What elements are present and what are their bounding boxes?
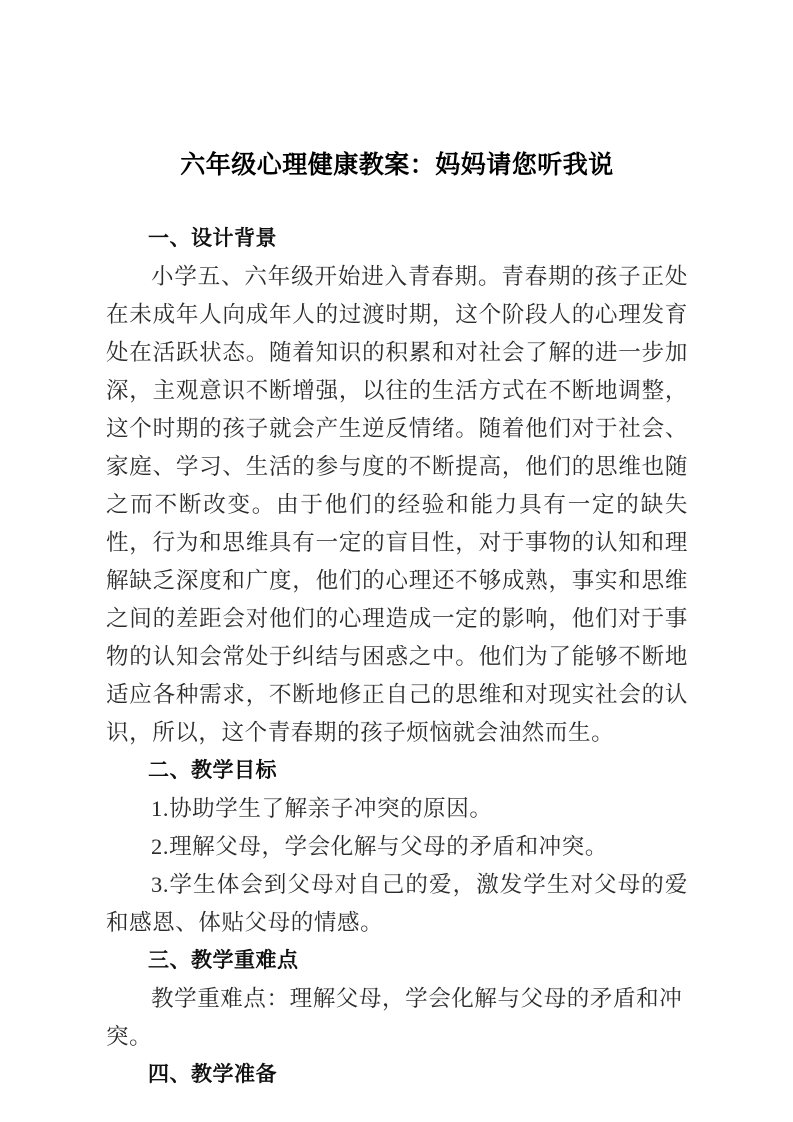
list-item: 3.学生体会到父母对自己的爱，激发学生对父母的爱和感恩、体贴父母的情感。 <box>106 872 688 935</box>
page-title: 六年级心理健康教案：妈妈请您听我说 <box>180 151 614 179</box>
list-item: 1.协助学生了解亲子冲突的原因。 <box>151 796 493 821</box>
paragraph-key-difficulties: 教学重难点：理解父母，学会化解与父母的矛盾和冲突。 <box>106 986 683 1049</box>
section-heading-teaching-preparation: 四、教学准备 <box>148 1063 277 1086</box>
paragraph-design-background: 小学五、六年级开始进入青春期。青春期的孩子正处在未成年人向成年人的过渡时期，这个阶段人的心理发育处在活跃状态。随着知识的积累和对社会了解的进一步加深，主观意识不断增强，以往的生活方式在不断地调整，这个时期的孩子就会产生逆反情绪。随着他们对于社会、家庭、学习、生活的参与度的不断提高，他们的思维也随之而不断改变。由于他们的经验和能力具有一定的缺失性，行为和思维具有一定的盲目性，对于事物的认知和理解缺乏深度和广度，他们的心理还不够成熟，事实和思维之间的差距会对他们的心理造成一定的影响，他们对于事物的认知会常处于纠结与困惑之中。他们为了能够不断地适应各种需求，不断地修正自己的思维和对现实社会的认识，所以，这个青春期的孩子烦恼就会油然而生。 <box>106 264 688 745</box>
section-heading-design-background: 一、设计背景 <box>148 227 277 250</box>
section-heading-teaching-objectives: 二、教学目标 <box>148 759 277 782</box>
list-item: 2.理解父母，学会化解与父母的矛盾和冲突。 <box>151 834 608 859</box>
document-body <box>106 148 688 1094</box>
section-heading-key-difficulties: 三、教学重难点 <box>148 949 299 972</box>
